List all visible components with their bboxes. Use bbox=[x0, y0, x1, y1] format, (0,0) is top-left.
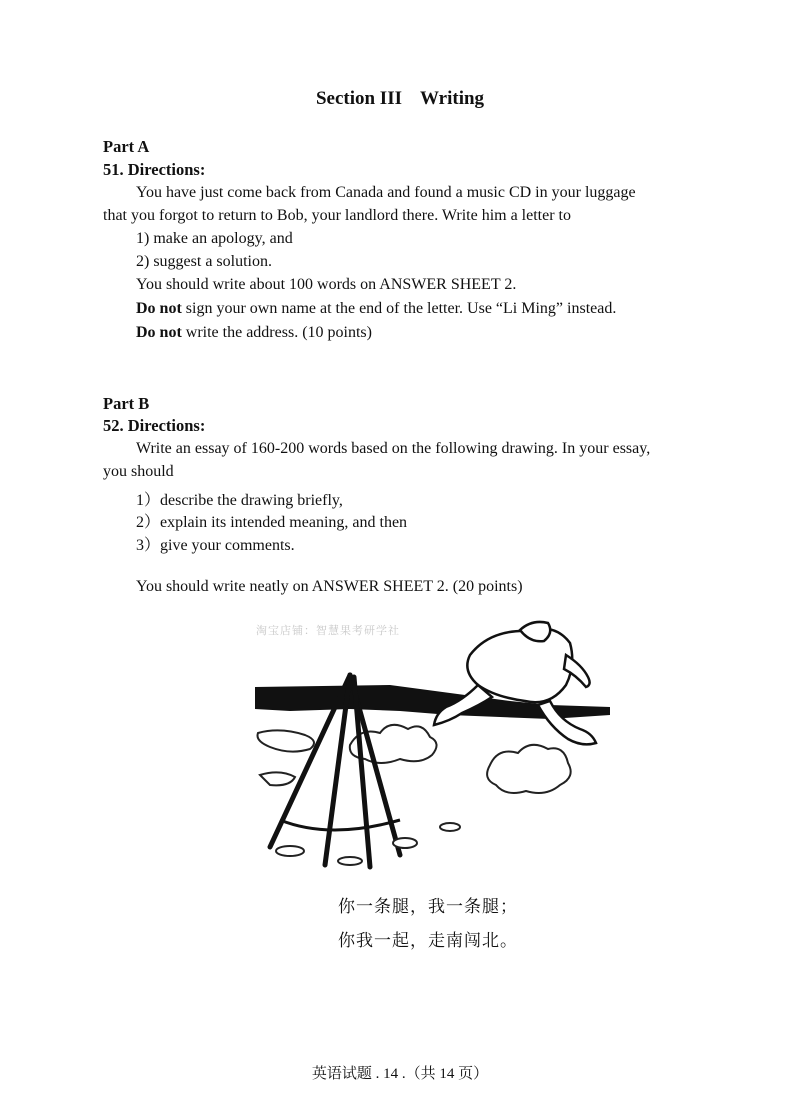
part-a-item2: 2) suggest a solution. bbox=[136, 253, 272, 270]
part-b-label: Part B bbox=[103, 394, 150, 413]
section-name: Writing bbox=[420, 88, 485, 109]
page-footer: 英语试题 . 14 .（共 14 页） bbox=[311, 1066, 489, 1082]
dust-cloud bbox=[487, 745, 571, 793]
note2-emphasis: Do not bbox=[136, 324, 182, 341]
part-a-note1 bbox=[136, 300, 616, 318]
part-a-item1: 1) make an apology, and bbox=[136, 230, 293, 247]
rock bbox=[258, 730, 315, 751]
running-figure bbox=[434, 622, 596, 744]
part-b-item1: 1）describe the drawing briefly, bbox=[136, 492, 343, 509]
section-number: Section III bbox=[315, 88, 402, 109]
note1-text: sign your own name at the end of the letter. Use “Li Ming” instead. bbox=[181, 300, 617, 317]
caption-line2: 你我一起，走南闯北。 bbox=[338, 931, 518, 951]
part-b-line2: you should bbox=[103, 463, 174, 480]
part-a-line1: You have just come back from Canada and found a music CD in your luggage bbox=[136, 184, 636, 201]
part-a-note2 bbox=[136, 324, 372, 342]
note2-text: write the address. (10 points) bbox=[181, 324, 372, 341]
cross-bar bbox=[280, 820, 400, 830]
cartoon-drawing bbox=[250, 615, 610, 877]
part-a-line2: that you forgot to return to Bob, your landlord there. Write him a letter to bbox=[103, 207, 571, 224]
note1-emphasis: Do not bbox=[136, 300, 182, 317]
part-b-sheet-note: You should write neatly on ANSWER SHEET 2. (20 points) bbox=[136, 578, 523, 595]
rock bbox=[260, 772, 295, 785]
part-b-item3: 3）give your comments. bbox=[136, 537, 295, 554]
part-a-label: Part A bbox=[103, 137, 150, 156]
part-a-word-count: You should write about 100 words on ANSWER SHEET 2. bbox=[136, 276, 517, 293]
part-b-line1: Write an essay of 160-200 words based on the following drawing. In your essay, bbox=[136, 440, 651, 457]
part-a-directions-heading: 51. Directions: bbox=[103, 160, 206, 179]
section-title bbox=[0, 88, 800, 110]
watermark: 淘宝店铺：智慧果考研学社 bbox=[256, 624, 400, 637]
caption-line1: 你一条腿，我一条腿； bbox=[338, 897, 518, 917]
part-b-item2: 2）explain its intended meaning, and then bbox=[136, 514, 408, 531]
part-b-directions-heading: 52. Directions: bbox=[103, 416, 206, 435]
